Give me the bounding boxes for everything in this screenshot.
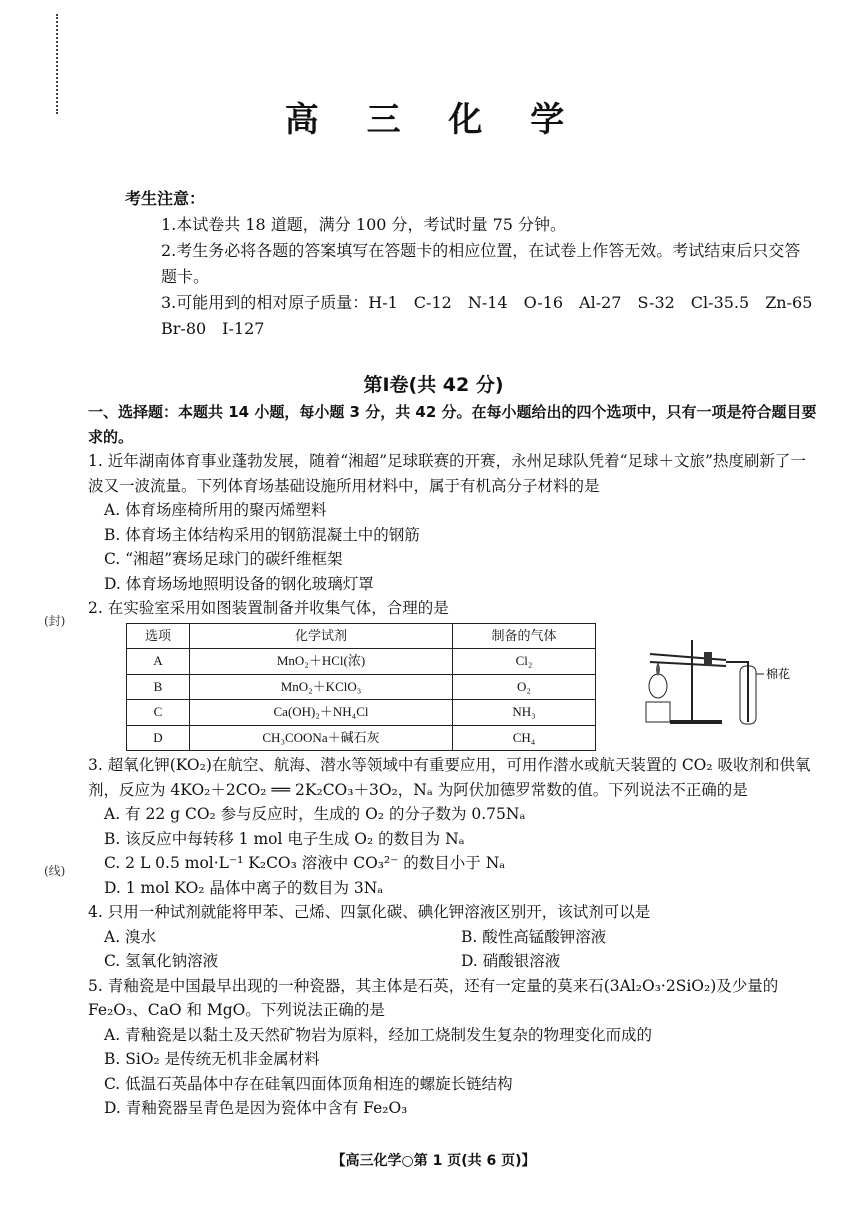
- reaction-tube-bottom: [650, 662, 726, 666]
- table-cell: B: [127, 674, 190, 700]
- clamp: [704, 652, 712, 666]
- table-cell: D: [127, 725, 190, 751]
- reaction-tube-top: [650, 654, 726, 660]
- question-stem: 1. 近年湖南体育事业蓬勃发展，随着“湘超”足球联赛的开赛，永州足球队凭着“足球＋文旅”热度刷新了一波又一波流量。下列体育场基础设施所用材料中，属于有机高分子材料的是: [88, 452, 806, 495]
- question-stem: 2. 在实验室采用如图装置制备并收集气体，合理的是: [88, 599, 449, 617]
- option-row: [88, 925, 818, 950]
- option-d: D. 青釉瓷器呈青色是因为瓷体中含有 Fe₂O₃: [104, 1099, 408, 1117]
- table-cell: MnO₂＋KClO₃: [190, 674, 453, 700]
- burner-block: [646, 702, 670, 722]
- option-a: A. 有 22 g CO₂ 参与反应时，生成的 O₂ 的分子数为 0.75Nₐ: [104, 805, 526, 823]
- notice-item-2: 2.考生务必将各题的答案填写在答题卡的相应位置，在试卷上作答无效。考试结束后只交答题卡。: [161, 241, 801, 286]
- page-footer: 【高三化学○第 1 页(共 6 页)】: [331, 1153, 536, 1169]
- table-row: [127, 725, 596, 751]
- table-cell: A: [127, 649, 190, 675]
- notice-item-3: 3.可能用到的相对原子质量：H-1 C-12 N-14 O-16 Al-27 S-32 Cl-35.5 Zn-65 Br-80 I-127: [161, 293, 829, 338]
- table-header: 选项: [127, 623, 190, 649]
- table-row: [127, 700, 596, 726]
- question-stem: 4. 只用一种试剂就能将甲苯、己烯、四氯化碳、碘化钾溶液区别开，该试剂可以是: [88, 903, 651, 921]
- question-4: [88, 900, 818, 974]
- option-d: D. 体育场场地照明设备的钢化玻璃灯罩: [104, 574, 374, 593]
- table-cell: MnO₂＋HCl(浓): [190, 649, 453, 675]
- reagent-table: [126, 623, 596, 752]
- option-a: A. 青釉瓷是以黏土及天然矿物岩为原料，经加工烧制发生复杂的物理变化而成的: [104, 1025, 653, 1044]
- table-cell: NH₃: [453, 700, 596, 726]
- table-cell: CH₃COONa＋碱石灰: [190, 725, 453, 751]
- question-1: [88, 449, 818, 596]
- cotton-label: 棉花: [766, 667, 791, 681]
- option-c: C. 低温石英晶体中存在硅氧四面体顶角相连的螺旋长链结构: [104, 1074, 513, 1093]
- alcohol-lamp: [649, 674, 667, 698]
- option-a: A. 溴水: [104, 927, 157, 946]
- option-b: B. 酸性高锰酸钾溶液: [461, 927, 607, 946]
- option-d: D. 1 mol KO₂ 晶体中离子的数目为 3Nₐ: [104, 878, 384, 897]
- notice-heading: 考生注意：: [125, 189, 206, 208]
- table-cell: Ca(OH)₂＋NH₄Cl: [190, 700, 453, 726]
- question-list: [88, 400, 818, 1121]
- gas-apparatus-figure: [630, 622, 800, 732]
- page-title: 高 三 化 学: [284, 100, 583, 140]
- question-3: [88, 753, 818, 900]
- section-intro: 一、选择题：本题共 14 小题，每小题 3 分，共 42 分。在每小题给出的四个选项中，只有一项是符合题目要求的。: [88, 403, 817, 446]
- question-stem: 5. 青釉瓷是中国最早出现的一种瓷器，其主体是石英，还有一定量的莫来石(3Al₂O₃·2SiO₂)及少量的 Fe₂O₃、CaO 和 MgO。下列说法正确的是: [88, 976, 779, 1019]
- question-5: [88, 974, 818, 1121]
- section-title: 第Ⅰ卷(共 42 分): [363, 374, 504, 396]
- stand-base: [670, 720, 722, 724]
- exam-notice: [125, 186, 829, 342]
- option-c: C. “湘超”赛场足球门的碳纤维框架: [104, 550, 343, 568]
- option-a: A. 体育场座椅所用的聚丙烯塑料: [104, 501, 327, 519]
- table-header-row: [127, 623, 596, 649]
- table-cell: CH₄: [453, 725, 596, 751]
- option-c: C. 2 L 0.5 mol·L⁻¹ K₂CO₃ 溶液中 CO₃²⁻ 的数目小于 Nₐ: [104, 854, 506, 872]
- table-cell: Cl₂: [453, 649, 596, 675]
- margin-mark-seal: (封): [44, 614, 66, 628]
- table-header: 化学试剂: [190, 623, 453, 649]
- table-row: [127, 649, 596, 675]
- table-cell: O₂: [453, 674, 596, 700]
- option-row: [88, 949, 818, 974]
- delivery-tube: [726, 662, 748, 722]
- option-b: B. 体育场主体结构采用的钢筋混凝土中的钢筋: [104, 525, 420, 544]
- option-d: D. 硝酸银溶液: [461, 952, 561, 970]
- question-stem: 3. 超氧化钾(KO₂)在航空、航海、潜水等领域中有重要应用，可用作潜水或航天装置的 CO₂ 吸收剂和供氧剂，反应为 4KO₂＋2CO₂ ══ 2K₂CO₃＋3O₂，Nₐ 为阿伏加德罗常数的值。下列说法不正确的是: [88, 756, 811, 799]
- option-b: B. SiO₂ 是传统无机非金属材料: [104, 1050, 320, 1068]
- margin-mark-line: (线): [44, 864, 66, 878]
- notice-item-1: 1.本试卷共 18 道题，满分 100 分，考试时量 75 分钟。: [161, 215, 567, 234]
- table-row: [127, 674, 596, 700]
- option-b: B. 该反应中每转移 1 mol 电子生成 O₂ 的数目为 Nₐ: [104, 829, 465, 848]
- table-cell: C: [127, 700, 190, 726]
- table-header: 制备的气体: [453, 623, 596, 649]
- option-c: C. 氢氧化钠溶液: [104, 952, 219, 970]
